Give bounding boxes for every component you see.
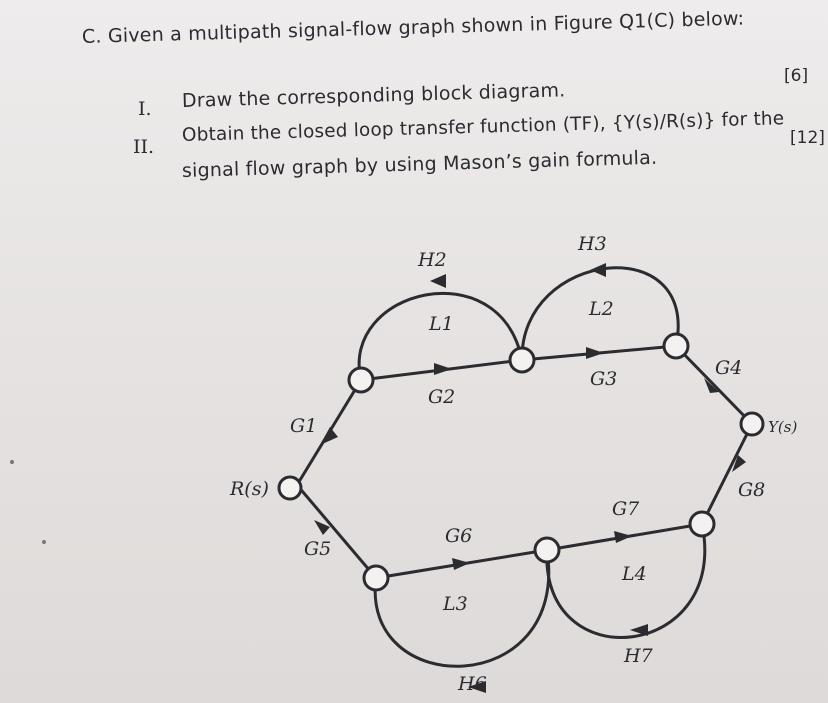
label-h3: H3 [578, 233, 607, 255]
arrow-h3 [590, 263, 606, 277]
arrow-g6 [452, 558, 470, 570]
branch-g5-path [297, 485, 376, 578]
part-2-numeral: II. [133, 136, 155, 158]
label-g4: G4 [715, 357, 743, 379]
arrow-g3 [586, 347, 604, 359]
node-3 [664, 334, 688, 358]
label-l4: L4 [622, 563, 647, 585]
label-g2: G2 [428, 386, 456, 408]
part-2-marks: [12] [790, 128, 825, 148]
label-h6: H6 [458, 673, 487, 695]
part-2-text: Obtain the closed loop transfer function (TF), {Y(s)/R(s)} for the [181, 108, 785, 146]
part-1-marks: [6] [784, 66, 809, 86]
arrow-g7 [614, 531, 632, 543]
label-h2: H2 [418, 249, 447, 271]
part-2-continuation: signal flow graph by using Mason’s gain formula. [181, 146, 658, 182]
part-1-text: Draw the corresponding block diagram. [181, 79, 566, 112]
label-l1: L1 [429, 313, 454, 335]
part-1-numeral: I. [138, 98, 152, 120]
page-speck-2 [42, 540, 46, 544]
node-6 [690, 512, 714, 536]
label-g3: G3 [590, 368, 618, 390]
arrow-g1 [320, 427, 338, 445]
node-5 [535, 538, 559, 562]
arrow-g4 [704, 378, 719, 393]
label-g6: G6 [445, 525, 473, 547]
label-g7: G7 [612, 498, 640, 520]
node-2 [510, 348, 534, 372]
label-l3: L3 [443, 593, 468, 615]
node-output [741, 413, 763, 435]
arrow-h2 [430, 274, 446, 288]
label-g5: G5 [304, 538, 332, 560]
branch-g8-path [702, 424, 752, 524]
label-l2: L2 [589, 298, 614, 320]
question-intro: C. Given a multipath signal-flow graph shown in Figure Q1(C) below: [81, 7, 745, 48]
label-g8: G8 [738, 479, 766, 501]
node-1 [349, 368, 373, 392]
label-input: R(s) [230, 478, 269, 500]
label-h7: H7 [624, 645, 653, 667]
label-g1: G1 [290, 415, 318, 437]
arrow-g2 [434, 363, 452, 375]
label-output: Y(s) [768, 418, 798, 436]
node-4 [364, 566, 388, 590]
page-speck-1 [10, 460, 14, 464]
node-input [279, 477, 301, 499]
